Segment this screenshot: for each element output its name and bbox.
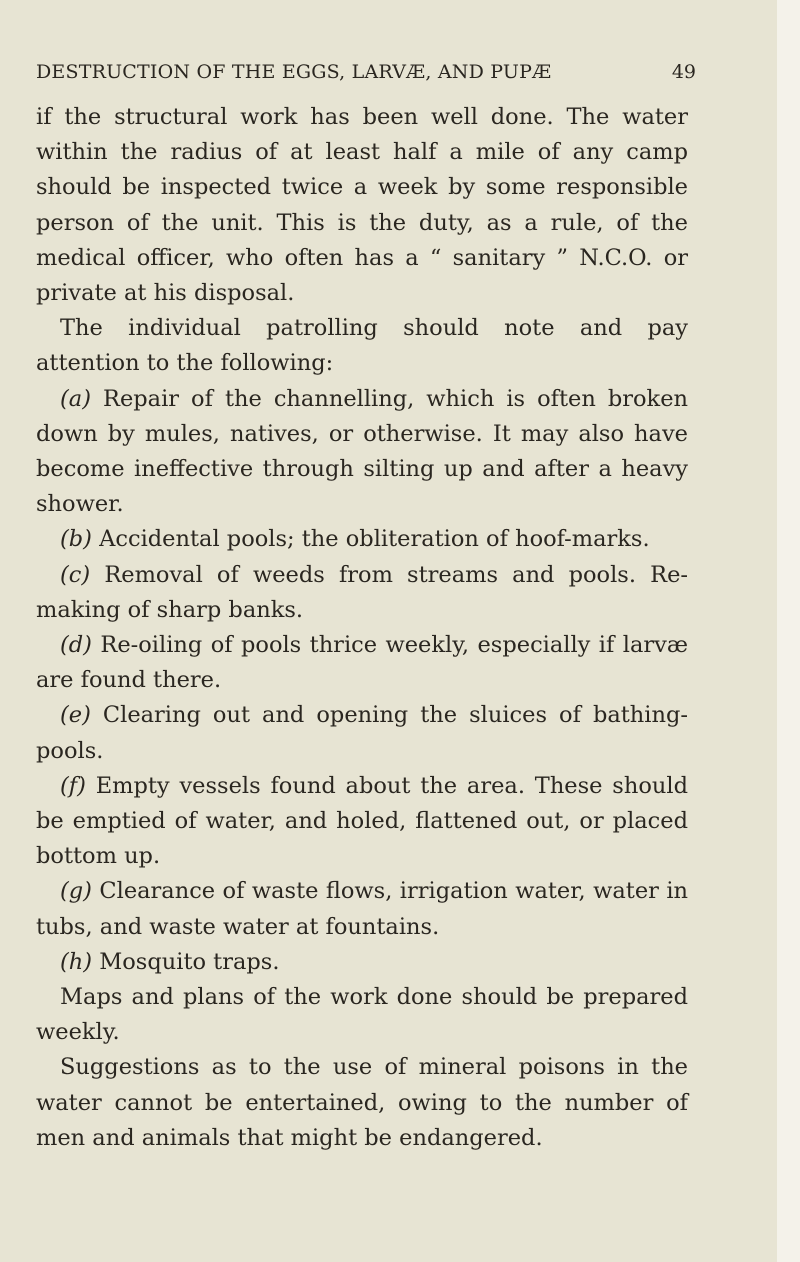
list-item-h bbox=[36, 945, 688, 980]
item-label: (c) bbox=[60, 561, 91, 588]
item-text: Repair of the channelling, which is often broken down by mules, natives, or otherwise. It may also have become ineffective through silting up and after a heavy shower. bbox=[36, 385, 688, 518]
list-item-d bbox=[36, 628, 688, 698]
item-label: (b) bbox=[60, 526, 92, 553]
item-text: Removal of weeds from streams and pools. Re-making of sharp banks. bbox=[36, 561, 689, 623]
item-text: Clearing out and opening the sluices of bathing-pools. bbox=[36, 702, 688, 764]
list-item-a bbox=[36, 382, 688, 523]
item-label: (d) bbox=[60, 632, 92, 659]
body-text bbox=[36, 100, 688, 1156]
lead-paragraph: The individual patrolling should note and pay attention to the following: bbox=[36, 315, 688, 377]
list-item-c bbox=[36, 558, 688, 628]
list-item-f bbox=[36, 769, 688, 875]
item-label: (h) bbox=[60, 948, 93, 975]
intro-paragraph: if the structural work has been well done. The water within the radius of at least half a mile of any camp should be inspected twice a week by some responsible person of the unit. This is the duty, as a rule, of the medical officer, who often has a “ sanitary ” N.C.O. or private at his disposal. bbox=[36, 104, 688, 307]
suggestions-paragraph: Suggestions as to the use of mineral poisons in the water cannot be entertained, owing to the number of men and animals that might be endangered. bbox=[36, 1054, 688, 1151]
list-item-b bbox=[36, 522, 688, 557]
item-text: Accidental pools; the obliteration of hoof-marks. bbox=[99, 526, 650, 553]
item-label: (a) bbox=[60, 385, 91, 412]
item-text: Mosquito traps. bbox=[99, 948, 280, 975]
item-text: Re-oiling of pools thrice weekly, especially if larvæ are found there. bbox=[36, 632, 688, 694]
page-header bbox=[36, 61, 696, 87]
item-label: (e) bbox=[60, 702, 91, 729]
item-label: (f) bbox=[60, 772, 86, 799]
page-edge bbox=[777, 0, 800, 1262]
item-text: Clearance of waste flows, irrigation water, water in tubs, and waste water at fountains. bbox=[36, 878, 689, 940]
maps-paragraph: Maps and plans of the work done should be prepared weekly. bbox=[36, 984, 688, 1046]
list-item-g bbox=[36, 874, 688, 944]
running-head: DESTRUCTION OF THE EGGS, LARVÆ, AND PUPÆ bbox=[36, 61, 552, 83]
item-label: (g) bbox=[60, 878, 92, 905]
page-number: 49 bbox=[671, 61, 696, 83]
list-item-e bbox=[36, 698, 688, 768]
item-text: Empty vessels found about the area. These should be emptied of water, and holed, flattened out, or placed bottom up. bbox=[36, 772, 688, 870]
